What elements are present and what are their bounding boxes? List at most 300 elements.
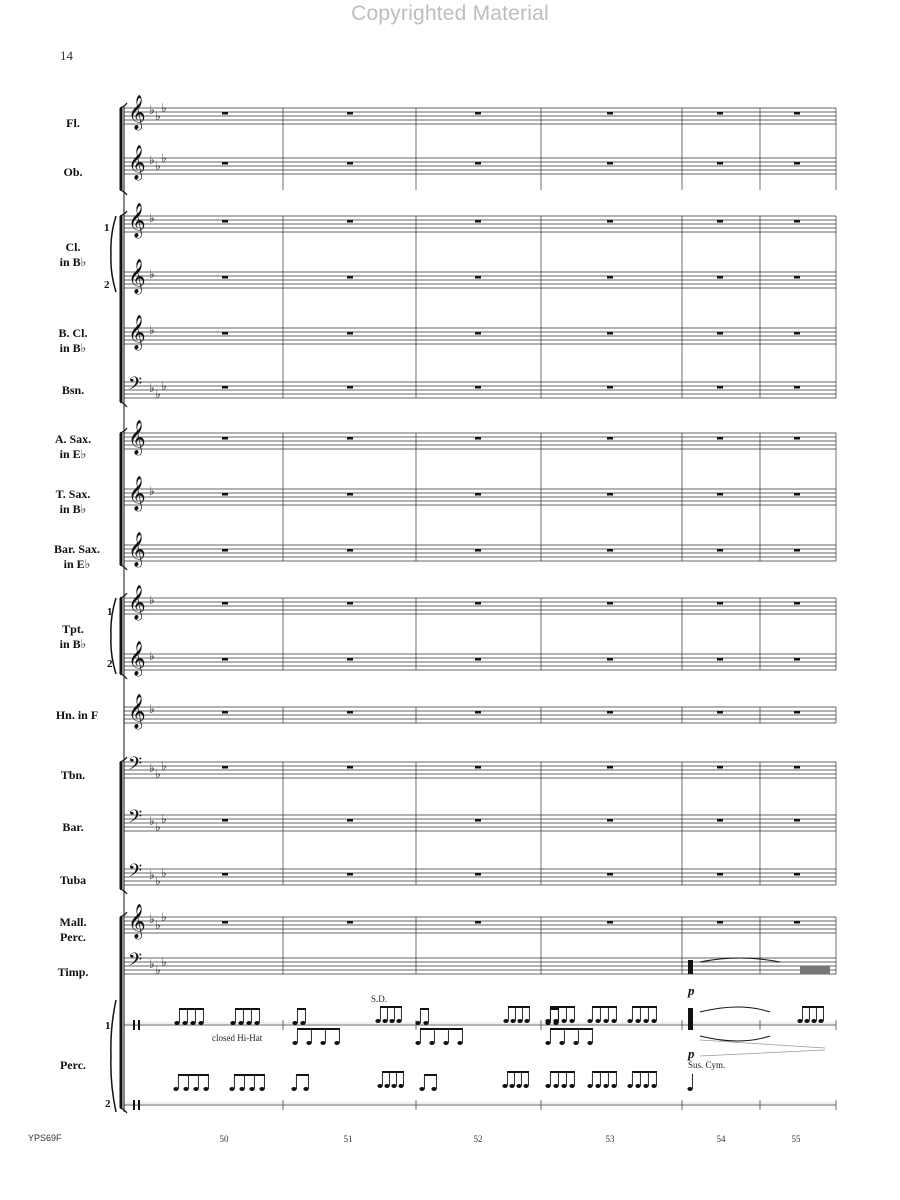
whole-rest-icon bbox=[475, 549, 481, 552]
hihat-group-1 bbox=[174, 1008, 204, 1025]
flat-icon: ♭ bbox=[149, 649, 155, 663]
label-bassoon: Bsn. bbox=[61, 383, 85, 397]
whole-rest-icon bbox=[347, 658, 353, 661]
perc1-notes-0 bbox=[292, 1008, 306, 1025]
whole-rest-icon bbox=[475, 386, 481, 389]
notehead bbox=[635, 1084, 640, 1088]
flat-icon: ♭ bbox=[155, 767, 161, 781]
notehead bbox=[415, 1021, 420, 1025]
whole-rest-icon bbox=[475, 711, 481, 714]
clarinet-2-number: 2 bbox=[104, 279, 110, 291]
perc2-51b bbox=[377, 1071, 404, 1088]
label-trumpet: Tpt. in B♭ bbox=[59, 622, 87, 651]
whole-rest-icon bbox=[794, 332, 800, 335]
label-percussion: Perc. bbox=[59, 1058, 87, 1072]
notehead bbox=[553, 1084, 558, 1088]
percussion-1-number: 1 bbox=[105, 1020, 111, 1032]
beam bbox=[178, 1074, 209, 1076]
hi-hat-marking: closed Hi-Hat bbox=[212, 1033, 263, 1043]
notehead bbox=[396, 1019, 401, 1023]
flat-icon: ♭ bbox=[155, 820, 161, 834]
whole-rest-icon bbox=[347, 766, 353, 769]
whole-rest-icon bbox=[222, 549, 228, 552]
beam bbox=[424, 1074, 437, 1076]
snare-drum-marking: S.D. bbox=[371, 994, 388, 1004]
copyright-watermark: Copyrighted Material bbox=[351, 2, 549, 25]
label-tenor-sax: T. Sax. in B♭ bbox=[55, 487, 91, 516]
perc2-52a bbox=[419, 1074, 437, 1091]
percussion-clef-icon bbox=[133, 1100, 135, 1110]
beam bbox=[235, 1008, 260, 1010]
beam bbox=[380, 1006, 402, 1008]
perc2-50-1 bbox=[229, 1074, 265, 1091]
snare-roll-52 bbox=[503, 1006, 530, 1023]
whole-rest-icon bbox=[347, 711, 353, 714]
whole-rest-icon bbox=[717, 766, 723, 769]
measure-number-54: 54 bbox=[716, 1134, 726, 1144]
notehead bbox=[643, 1019, 648, 1023]
whole-rest-icon bbox=[607, 276, 613, 279]
measure-number-55: 55 bbox=[791, 1134, 801, 1144]
label-bari-sax: Bar. Sax. in E♭ bbox=[54, 542, 100, 571]
notehead bbox=[292, 1021, 297, 1025]
notehead bbox=[391, 1084, 396, 1088]
whole-rest-icon bbox=[794, 711, 800, 714]
flat-icon: ♭ bbox=[155, 159, 161, 173]
whole-rest-icon bbox=[607, 112, 613, 115]
staff-perc1 bbox=[124, 1020, 836, 1030]
whole-rest-icon bbox=[222, 220, 228, 223]
timpani-roll-55 bbox=[800, 966, 830, 974]
staff-bsn bbox=[124, 374, 836, 401]
measure-number-51: 51 bbox=[343, 1134, 353, 1144]
label-trombone: Tbn. bbox=[60, 768, 86, 782]
whole-rest-icon bbox=[475, 602, 481, 605]
measure-number-52: 52 bbox=[473, 1134, 483, 1144]
notehead bbox=[595, 1019, 600, 1023]
whole-rest-icon bbox=[347, 162, 353, 165]
timpani-roll-icon bbox=[688, 960, 693, 974]
whole-rest-icon bbox=[607, 921, 613, 924]
notehead bbox=[502, 1084, 507, 1088]
notehead bbox=[811, 1019, 816, 1023]
beam bbox=[234, 1074, 265, 1076]
perc2-54 bbox=[687, 1074, 693, 1091]
notehead bbox=[306, 1041, 311, 1045]
bass-clef-icon: 𝄢 bbox=[128, 861, 143, 886]
notehead bbox=[249, 1087, 254, 1091]
notehead bbox=[559, 1041, 564, 1045]
beam bbox=[692, 1074, 693, 1076]
whole-rest-icon bbox=[475, 873, 481, 876]
beam bbox=[297, 1008, 306, 1010]
flat-icon: ♭ bbox=[149, 103, 155, 117]
treble-clef-icon: 𝄞 bbox=[128, 694, 146, 729]
notehead bbox=[517, 1019, 522, 1023]
whole-rest-icon bbox=[222, 873, 228, 876]
beam bbox=[508, 1006, 530, 1008]
flat-icon: ♭ bbox=[149, 912, 155, 926]
bass-clef-icon: 𝄢 bbox=[128, 950, 143, 975]
notehead bbox=[611, 1019, 616, 1023]
staff-cl2 bbox=[124, 259, 836, 295]
perc2-52b bbox=[502, 1071, 529, 1088]
notehead bbox=[415, 1041, 420, 1045]
whole-rest-icon bbox=[717, 602, 723, 605]
notehead bbox=[603, 1019, 608, 1023]
whole-rest-icon bbox=[607, 220, 613, 223]
notehead bbox=[587, 1041, 592, 1045]
whole-rest-icon bbox=[607, 162, 613, 165]
beam bbox=[420, 1008, 429, 1010]
whole-rest-icon bbox=[794, 873, 800, 876]
whole-rest-icon bbox=[607, 549, 613, 552]
flat-icon: ♭ bbox=[161, 151, 167, 165]
whole-rest-icon bbox=[475, 162, 481, 165]
notehead bbox=[259, 1087, 264, 1091]
notehead bbox=[389, 1019, 394, 1023]
notehead bbox=[198, 1021, 203, 1025]
flat-icon: ♭ bbox=[149, 957, 155, 971]
perc2-53b bbox=[587, 1071, 617, 1088]
label-timpani: Timp. bbox=[57, 965, 89, 979]
perc2-53c bbox=[627, 1071, 657, 1088]
label-horn: Hn. in F bbox=[55, 708, 99, 722]
flat-icon: ♭ bbox=[161, 812, 167, 826]
label-flute: Fl. bbox=[66, 116, 80, 130]
whole-rest-icon bbox=[794, 658, 800, 661]
notehead bbox=[818, 1019, 823, 1023]
whole-rest-icon bbox=[717, 873, 723, 876]
beam bbox=[179, 1008, 204, 1010]
whole-rest-icon bbox=[717, 921, 723, 924]
beam bbox=[550, 1071, 575, 1073]
flat-icon: ♭ bbox=[155, 918, 161, 932]
flat-icon: ♭ bbox=[149, 761, 155, 775]
whole-rest-icon bbox=[794, 493, 800, 496]
whole-rest-icon bbox=[222, 493, 228, 496]
cymbal-tie bbox=[700, 1007, 770, 1041]
notehead bbox=[545, 1084, 550, 1088]
flat-icon: ♭ bbox=[149, 868, 155, 882]
flat-icon: ♭ bbox=[149, 323, 155, 337]
whole-rest-icon bbox=[347, 921, 353, 924]
label-tuba: Tuba bbox=[59, 873, 87, 887]
notehead bbox=[510, 1019, 515, 1023]
label-clarinet: Cl. in B♭ bbox=[59, 240, 87, 269]
staff-mall bbox=[124, 904, 836, 940]
whole-rest-icon bbox=[222, 162, 228, 165]
treble-clef-icon: 𝄞 bbox=[128, 904, 146, 939]
bass-clef-icon: 𝄢 bbox=[128, 754, 143, 779]
whole-rest-icon bbox=[607, 819, 613, 822]
staff-fl bbox=[124, 95, 836, 131]
flat-icon: ♭ bbox=[155, 109, 161, 123]
perc1-notes-1 bbox=[415, 1008, 429, 1025]
whole-rest-icon bbox=[717, 276, 723, 279]
whole-rest-icon bbox=[607, 711, 613, 714]
beam bbox=[297, 1028, 340, 1030]
cymbal-roll-icon bbox=[688, 1008, 693, 1030]
staff-bcl bbox=[124, 315, 836, 351]
cymbal-marking: Sus. Cym. bbox=[688, 1060, 726, 1070]
percussion-dynamic: p bbox=[688, 1046, 695, 1061]
notehead bbox=[230, 1021, 235, 1025]
whole-rest-icon bbox=[347, 332, 353, 335]
notehead bbox=[398, 1084, 403, 1088]
bass-clef-icon: 𝄢 bbox=[128, 807, 143, 832]
staff-bar bbox=[124, 807, 836, 834]
staff-tpt1 bbox=[124, 585, 836, 621]
perc2-51a bbox=[291, 1074, 309, 1091]
whole-rest-icon bbox=[717, 549, 723, 552]
notehead bbox=[419, 1087, 424, 1091]
treble-clef-icon: 𝄞 bbox=[128, 532, 146, 567]
whole-rest-icon bbox=[794, 220, 800, 223]
whole-rest-icon bbox=[222, 386, 228, 389]
whole-rest-icon bbox=[475, 112, 481, 115]
notehead bbox=[797, 1019, 802, 1023]
flat-icon: ♭ bbox=[161, 759, 167, 773]
whole-rest-icon bbox=[347, 493, 353, 496]
label-bass-clarinet: B. Cl. in B♭ bbox=[58, 326, 88, 355]
flat-icon: ♭ bbox=[149, 484, 155, 498]
whole-rest-icon bbox=[794, 276, 800, 279]
whole-rest-icon bbox=[222, 602, 228, 605]
notehead bbox=[516, 1084, 521, 1088]
staff-tbn bbox=[124, 754, 836, 781]
notehead bbox=[545, 1041, 550, 1045]
perc1-bass-2 bbox=[545, 1028, 593, 1045]
whole-rest-icon bbox=[475, 658, 481, 661]
notehead bbox=[611, 1084, 616, 1088]
notehead bbox=[651, 1019, 656, 1023]
beam bbox=[550, 1008, 559, 1010]
treble-clef-icon: 𝄞 bbox=[128, 95, 146, 130]
treble-clef-icon: 𝄞 bbox=[128, 420, 146, 455]
flat-icon: ♭ bbox=[161, 955, 167, 969]
flat-icon: ♭ bbox=[149, 702, 155, 716]
flat-icon: ♭ bbox=[149, 381, 155, 395]
perc2-50-0 bbox=[173, 1074, 209, 1091]
perc1-bass-1 bbox=[415, 1028, 463, 1045]
staff-asax bbox=[124, 420, 836, 456]
whole-rest-icon bbox=[717, 386, 723, 389]
staff-timp bbox=[124, 950, 836, 977]
whole-rest-icon bbox=[607, 437, 613, 440]
whole-rest-icon bbox=[347, 602, 353, 605]
whole-rest-icon bbox=[347, 819, 353, 822]
staff-tuba bbox=[124, 861, 836, 888]
notehead bbox=[503, 1019, 508, 1023]
notehead bbox=[509, 1084, 514, 1088]
notehead bbox=[384, 1084, 389, 1088]
treble-clef-icon: 𝄞 bbox=[128, 585, 146, 620]
flat-icon: ♭ bbox=[161, 379, 167, 393]
flat-icon: ♭ bbox=[149, 267, 155, 281]
percussion-clef-icon bbox=[133, 1020, 135, 1030]
notehead bbox=[303, 1087, 308, 1091]
notehead bbox=[377, 1084, 382, 1088]
notehead bbox=[229, 1087, 234, 1091]
whole-rest-icon bbox=[717, 332, 723, 335]
notehead bbox=[569, 1019, 574, 1023]
whole-rest-icon bbox=[222, 711, 228, 714]
whole-rest-icon bbox=[475, 332, 481, 335]
flat-icon: ♭ bbox=[155, 963, 161, 977]
whole-rest-icon bbox=[607, 658, 613, 661]
flat-icon: ♭ bbox=[155, 387, 161, 401]
whole-rest-icon bbox=[794, 819, 800, 822]
whole-rest-icon bbox=[347, 220, 353, 223]
notehead bbox=[300, 1021, 305, 1025]
flat-icon: ♭ bbox=[149, 814, 155, 828]
notehead bbox=[635, 1019, 640, 1023]
staff-cl1 bbox=[124, 203, 836, 239]
treble-clef-icon: 𝄞 bbox=[128, 641, 146, 676]
whole-rest-icon bbox=[475, 921, 481, 924]
percussion-2-number: 2 bbox=[105, 1098, 111, 1110]
flat-icon: ♭ bbox=[155, 874, 161, 888]
notehead bbox=[573, 1041, 578, 1045]
flat-icon: ♭ bbox=[161, 910, 167, 924]
beam bbox=[507, 1071, 529, 1073]
notehead bbox=[238, 1021, 243, 1025]
notehead bbox=[569, 1084, 574, 1088]
notehead bbox=[183, 1087, 188, 1091]
whole-rest-icon bbox=[347, 386, 353, 389]
notehead bbox=[320, 1041, 325, 1045]
notehead bbox=[553, 1019, 558, 1023]
label-alto-sax: A. Sax. in E♭ bbox=[54, 432, 92, 461]
beam bbox=[550, 1028, 593, 1030]
whole-rest-icon bbox=[794, 602, 800, 605]
whole-rest-icon bbox=[222, 921, 228, 924]
notehead bbox=[627, 1084, 632, 1088]
label-oboe: Ob. bbox=[63, 165, 83, 179]
brace-percussion bbox=[111, 1000, 116, 1112]
notehead bbox=[334, 1041, 339, 1045]
notehead bbox=[190, 1021, 195, 1025]
whole-rest-icon bbox=[347, 873, 353, 876]
whole-rest-icon bbox=[794, 386, 800, 389]
snare-roll-51 bbox=[375, 1006, 402, 1023]
whole-rest-icon bbox=[717, 220, 723, 223]
whole-rest-icon bbox=[347, 549, 353, 552]
whole-rest-icon bbox=[475, 437, 481, 440]
whole-rest-icon bbox=[222, 112, 228, 115]
notehead bbox=[182, 1021, 187, 1025]
whole-rest-icon bbox=[222, 819, 228, 822]
staff-hn bbox=[124, 694, 836, 730]
treble-clef-icon: 𝄞 bbox=[128, 476, 146, 511]
notehead bbox=[603, 1084, 608, 1088]
beam bbox=[632, 1071, 657, 1073]
label-baritone: Bar. bbox=[62, 820, 84, 834]
staff-tpt2 bbox=[124, 641, 836, 677]
notehead bbox=[561, 1084, 566, 1088]
notehead bbox=[524, 1019, 529, 1023]
whole-rest-icon bbox=[607, 873, 613, 876]
measure-number-50: 50 bbox=[219, 1134, 229, 1144]
treble-clef-icon: 𝄞 bbox=[128, 203, 146, 238]
notehead bbox=[254, 1021, 259, 1025]
whole-rest-icon bbox=[222, 332, 228, 335]
whole-rest-icon bbox=[347, 276, 353, 279]
notehead bbox=[246, 1021, 251, 1025]
notehead bbox=[561, 1019, 566, 1023]
notehead bbox=[431, 1087, 436, 1091]
notehead bbox=[627, 1019, 632, 1023]
notehead bbox=[587, 1019, 592, 1023]
notehead bbox=[651, 1084, 656, 1088]
label-mallet-perc: Mall. Perc. bbox=[59, 915, 87, 944]
notehead bbox=[382, 1019, 387, 1023]
whole-rest-icon bbox=[607, 602, 613, 605]
whole-rest-icon bbox=[717, 711, 723, 714]
perc1-53b bbox=[587, 1006, 617, 1023]
flat-icon: ♭ bbox=[149, 153, 155, 167]
whole-rest-icon bbox=[794, 921, 800, 924]
timpani-tie bbox=[700, 958, 780, 962]
whole-rest-icon bbox=[794, 549, 800, 552]
notehead bbox=[523, 1084, 528, 1088]
notehead bbox=[375, 1019, 380, 1023]
notehead bbox=[804, 1019, 809, 1023]
notehead bbox=[643, 1084, 648, 1088]
perc1-53a bbox=[545, 1006, 575, 1023]
beam bbox=[550, 1006, 575, 1008]
whole-rest-icon bbox=[347, 112, 353, 115]
timpani-dynamic: p bbox=[688, 983, 695, 998]
hihat-group-2 bbox=[230, 1008, 260, 1025]
notehead bbox=[443, 1041, 448, 1045]
notehead bbox=[291, 1087, 296, 1091]
treble-clef-icon: 𝄞 bbox=[128, 259, 146, 294]
trumpet-2-number: 2 bbox=[107, 658, 113, 670]
bass-clef-icon: 𝄢 bbox=[128, 374, 143, 399]
staff-perc2 bbox=[124, 1100, 836, 1110]
page-number: 14 bbox=[60, 48, 73, 63]
beam bbox=[420, 1028, 463, 1030]
diminuendo-hairpin bbox=[700, 1040, 825, 1056]
beam bbox=[592, 1071, 617, 1073]
flat-icon: ♭ bbox=[149, 211, 155, 225]
whole-rest-icon bbox=[717, 493, 723, 496]
whole-rest-icon bbox=[607, 386, 613, 389]
notehead bbox=[173, 1087, 178, 1091]
beam bbox=[802, 1006, 824, 1008]
whole-rest-icon bbox=[794, 112, 800, 115]
perc1-53c bbox=[627, 1006, 657, 1023]
notehead bbox=[595, 1084, 600, 1088]
beam bbox=[632, 1006, 657, 1008]
perc2-53a bbox=[545, 1071, 575, 1088]
notehead bbox=[545, 1019, 550, 1023]
whole-rest-icon bbox=[475, 220, 481, 223]
whole-rest-icon bbox=[475, 493, 481, 496]
notehead bbox=[457, 1041, 462, 1045]
clarinet-1-number: 1 bbox=[104, 222, 110, 234]
flat-icon: ♭ bbox=[161, 101, 167, 115]
perc1-bass-0 bbox=[292, 1028, 340, 1045]
whole-rest-icon bbox=[607, 332, 613, 335]
perc1-55 bbox=[797, 1006, 824, 1023]
catalog-code: YPS69F bbox=[28, 1133, 62, 1143]
whole-rest-icon bbox=[794, 162, 800, 165]
staff-tsax bbox=[124, 476, 836, 512]
flat-icon: ♭ bbox=[149, 593, 155, 607]
